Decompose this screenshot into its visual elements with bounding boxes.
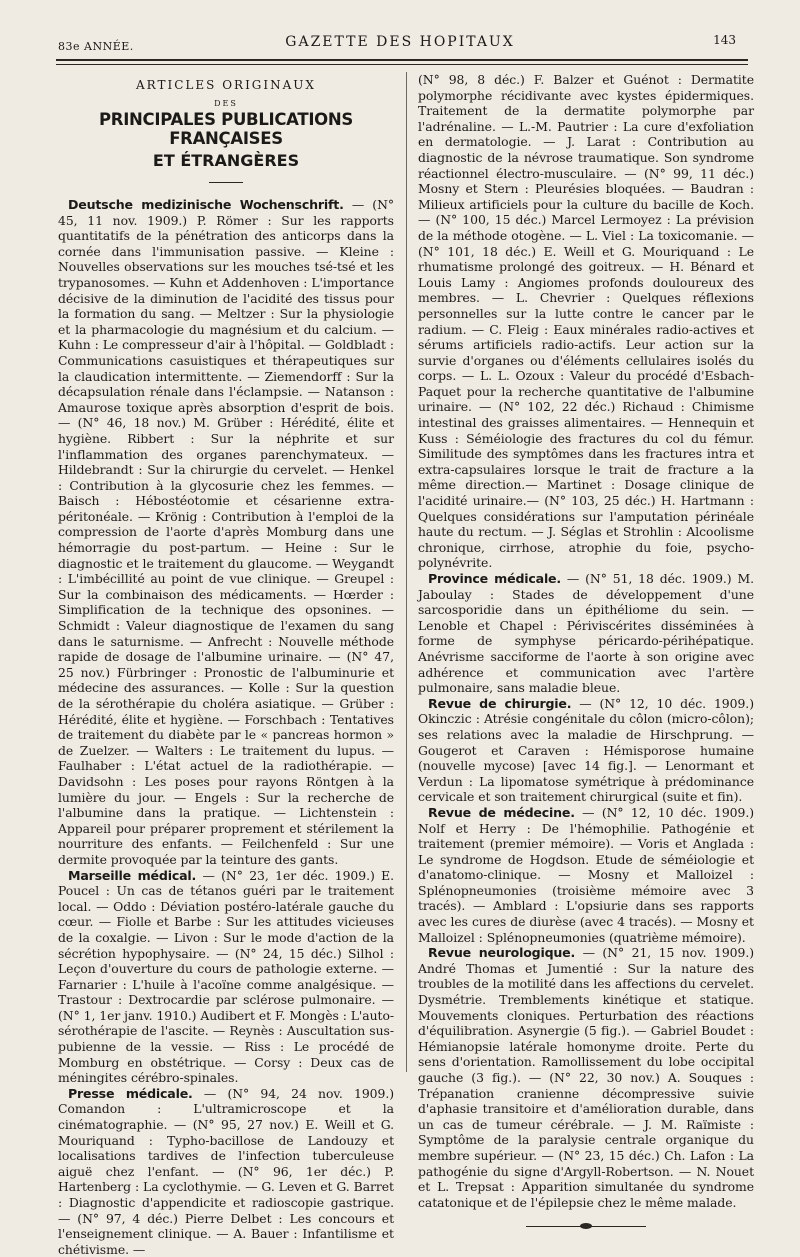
journal-entry-chirurgie	[418, 696, 754, 805]
heading-separator	[209, 182, 243, 183]
left-column	[58, 72, 395, 1257]
journal-entry-province	[418, 571, 754, 696]
journal-entry-neurologique	[418, 945, 754, 1210]
journal-summary: — (N° 12, 10 déc. 1909.) Nolf et Herry : De l'hémophilie. Pathogénie et traitement (premier mémoire). — Voris et Anglada : Le syndrome de Hogdson. Etude de séméiologie et d'anatomo-clinique. — Mosny et Malloizel : Splénopneumonies (troisième mémoire avec 3 tracés). — Amblard : L'opsiurie dans ses rapports avec les cures de diurèse (avec 4 tracés). — Mosny et Malloizel : Splénopneumonies (quatrième mémoire).	[418, 804, 754, 945]
journal-summary: — (N° 94, 24 nov. 1909.) Comandon : L'ultramicroscope et la cinématographie. — (N° 95, 27 nov.) E. Weill et G. Mouriquand : Typho-bacillose de Landouzy et localisations tardives de l'infection tuberculeuse aiguë chez l'enfant. — (N° 96, 1er déc.) P. Hartenberg : La cyclothymie. — G. Leven et G. Barret : Diagnostic d'appendicite et radioscopie gastrique. — (N° 97, 4 déc.) Pierre Delbet : Les concours et l'enseignement clinique. — A. Bauer : Infantilisme et chétivisme. —	[58, 1085, 394, 1257]
journal-summary: — (N° 45, 11 nov. 1909.) P. Römer : Sur les rapports quantitatifs de la pénétration des anticorps dans la cornée dans l'immunisation passive. — Kleine : Nouvelles observations sur les mouches tsé-tsé et les trypanosomes. — Kuhn et Addenhoven : L'importance décisive de la diminution de l'acidité des tissus pour la formation du sang. — Meltzer : Sur la physiologie et la pharmacologie du magnésium et du calcium. — Kuhn : Le compresseur d'air à l'hôpital. — Goldbladt : Communications casuistiques et thérapeutiques sur la claudication intermittente. — Ziemendorff : Sur la décapsulation rénale dans l'éclampsie. — Natanson : Amaurose toxique après absorption d'esprit de bois. — (N° 46, 18 nov.) M. Grüber : Hérédité, élite et hygiène. Ribbert : Sur la néphrite et sur l'inflammation des organes parenchymateux. — Hildebrandt : Sur la chirurgie du cervelet. — Henkel : Contribution à la glycosurie chez les femmes. — Baisch : Hébostéotomie et césarienne extra-péritonéale. — Krönig : Contribution à l'emploi de la compression de l'aorte d'après Momburg dans une hémorragie du post-partum. — Heine : Sur le diagnostic et le traitement du glaucome. — Weygandt : L'imbécillité au point de vue clinique. — Greupel : Sur la combinaison des médicaments. — Hœrder : Simplification de la technique des opsonines. — Schmidt : Valeur diagnostique de l'examen du sang dans le saturnisme. — Anfrecht : Nouvelle méthode rapide de dosage de l'albumine urinaire. — (N° 47, 25 nov.) Fürbringer : Pronostic de l'albuminurie et médecine des assurances. — Kolle : Sur la question de la sérothérapie du choléra asiatique. — Grüber : Hérédité, élite et hygiène. — Forschbach : Tentatives de traitement du diabète par le « pancreas hormon » de Zuelzer. — Walters : Le traitement du lupus. — Faulhaber : L'état actuel de la radiothérapie. — Davidsohn : Les poses pour rayons Röntgen à la lumière du jour. — Engels : Sur la recherche de l'albumine dans la pratique. — Lichtenstein : Appareil pour préparer proprement et stérilement la nourriture des enfants. — Feilchenfeld : Sur une dermite provoquée par la teinture des gants.	[58, 197, 395, 867]
section-subtitle-des: DES	[214, 99, 238, 108]
journal-name: Province médicale.	[428, 571, 561, 586]
journal-summary: (N° 98, 8 déc.) F. Balzer et Guénot : Dermatite polymorphe récidivante avec kystes épidermiques. Traitement de la dermatite polymorphe par l'adrénaline. — L.-M. Pautrier : La cure d'exfoliation en dermatologie. — J. Larat : Contribution au diagnostic de la névrose traumatique. Son syndrome réactionnel électro-musculaire. — (N° 99, 11 déc.) Mosny et Stern : Pleurésies bloquées. — Baudran : Milieux artificiels pour la culture du bacille de Koch. — (N° 100, 15 déc.) Marcel Lermoyez : La prévision de la méthode otogène. — L. Viel : La toxicomanie. — (N° 101, 18 déc.) E. Weill et G. Mouriquand : Le rhumatisme prolongé des goitreux. — H. Bénard et Louis Lamy : Angiomes profonds douloureux des membres. — L. Chevrier : Quelques réflexions personnelles sur la lutte contre le cancer par le radium. — C. Fleig : Eaux minérales radio-actives et sérums artificiels radio-actifs. Leur action sur la survie d'organes ou d'éléments cellulaires isolés du corps. — L. L. Ozoux : Valeur du procédé d'Esbach-Paquet pour la recherche quantitative de l'albumine urinaire. — (N° 102, 22 déc.) Richaud : Chimisme intestinal des graisses alimentaires. — Hennequin et Kuss : Séméiologie des fractures du col du fémur. Similitude des symptômes dans les fractures intra et extra-capsulaires lorsque le trait de fracture a la même direction.— Martinet : Dosage clinique de l'acidité urinaire.— (N° 103, 25 déc.) H. Hartmann : Quelques considérations sur l'amputation périnéale haute du rectum. — J. Séglas et Strohlin : Alcoolisme chronique, cirrhose, atrophie du foie, psycho-polynévrite.	[418, 72, 754, 571]
journal-summary: — (N° 51, 18 déc. 1909.) M. Jaboulay : Stades de développement d'une sarcosporidie dans un épithéliome du sein. — Lenoble et Chapel : Périviscérites disséminées à forme de symphyse péricardo-périhépatique. Anévrisme sacciforme de l'aorte à son origine avec adhérence et communication avec l'artère pulmonaire, sans maladie bleue.	[418, 571, 755, 696]
page-number: 143	[713, 33, 736, 47]
section-title: ARTICLES ORIGINAUX	[136, 78, 316, 92]
end-ornament	[526, 1222, 646, 1231]
edition-label: 83e ANNÉE.	[58, 40, 134, 53]
journal-entry-marseille	[58, 868, 394, 1086]
journal-summary: — (N° 12, 10 déc. 1909.) Okinczic : Atrésie congénitale du côlon (micro-côlon); ses relations avec la maladie de Hirschprung. — Gougerot et Caraven : Hémisporose humaine (nouvelle mycose) [avec 14 fig.]. — Lenormant et Verdun : La lipomatose symétrique à prédominance cervicale et son traitement chirurgical (suite et fin).	[418, 695, 754, 805]
journal-name: Revue neurologique.	[428, 945, 576, 961]
header-rule-thin	[56, 64, 748, 65]
article-heading-line2: ET ÉTRANGÈRES	[152, 151, 300, 170]
journal-name: Revue de médecine.	[428, 804, 575, 820]
journal-name: Revue de chirurgie.	[428, 695, 572, 711]
newspaper-title: GAZETTE DES HOPITAUX	[285, 34, 515, 50]
header-rule-thick	[56, 59, 748, 61]
journal-name: Marseille médical.	[68, 867, 197, 883]
journal-summary: — (N° 21, 15 nov. 1909.) André Thomas et Jumentié : Sur la nature des troubles de la motilité dans les affections du cervelet. Dysmétrie. Tremblements kinétique et statique. Mouvements cloniques. Perturbation des réactions d'équilibration. Asynergie (5 fig.). — Gabriel Boudet : Hémianopsie latérale homonyme droite. Perte du sens d'orientation. Ramollissement du lobe occipital gauche (3 fig.). — (N° 22, 30 nov.) A. Souques : Trépanation cranienne décompressive suivie d'aphasie transitoire et d'amélioration durable, dans un cas de tumeur cérébrale. — J. M. Raïmiste : Symptôme de la paralysie centrale organique du membre supérieur. — (N° 23, 15 déc.) Ch. Lafon : La pathogénie du signe d'Argyll-Robertson. — N. Nouet et L. Trepsat : Apparition simultanée du syndrome catatonique et de l'épilepsie chez le même malade.	[418, 945, 754, 1210]
column-divider	[406, 72, 407, 1072]
journal-entry-presse	[58, 1086, 394, 1257]
journal-entry-medecine	[418, 805, 754, 945]
right-column	[418, 72, 755, 1210]
journal-entry-presse-continued	[418, 72, 754, 571]
journal-summary: — (N° 23, 1er déc. 1909.) E. Poucel : Un cas de tétanos guéri par le traitement local. — Oddo : Déviation postéro-latérale gauche du cœur. — Fiolle et Barbe : Sur les attitudes vicieuses de la coxalgie. — Livon : Sur le mode d'action de la sécrétion hypophysaire. — (N° 24, 15 déc.) Silhol : Leçon d'ouverture du cours de pathologie externe. — Farnarier : L'huile à l'acoïne comme analgésique. — Trastour : Dextrocardie par sclérose pulmonaire. — (N° 1, 1er janv. 1910.) Audibert et F. Mongès : L'auto-sérothérapie de l'ascite. — Reynès : Auscultation sus-pubienne de la vessie. — Riss : Le procédé de Momburg en obstétrique. — Corsy : Deux cas de méningites cérébro-spinales.	[58, 867, 394, 1086]
journal-entry-dmw	[58, 197, 394, 868]
article-heading: PRINCIPALES PUBLICATIONS FRANÇAISES	[99, 110, 353, 148]
journal-name: Deutsche medizinische Wochenschrift.	[68, 197, 344, 212]
journal-name: Presse médicale.	[68, 1085, 193, 1101]
